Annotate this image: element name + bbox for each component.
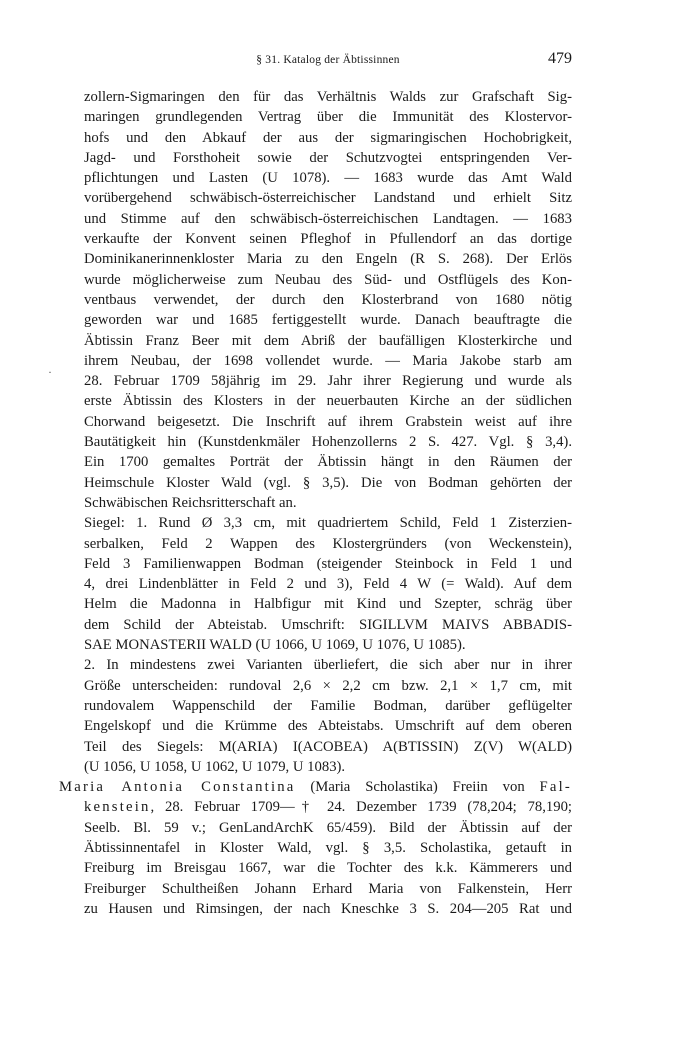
seal-text-line: Engelskopf und die Krümme des Abteistabs. Umschrift auf dem oberen [84, 718, 572, 735]
text-line: geworden war und 1685 fertiggestellt wurde. Danach beauftragte die [84, 312, 572, 329]
text-line: und Stimme auf den schwäbisch-österreichischen Landtagen. — 1683 [84, 210, 572, 227]
page-header [84, 50, 572, 72]
text-line: Schwäbischen Reichsritterschaft an. [84, 494, 297, 511]
entry-text-line: Freiburg im Breisgau 1667, war die Tochter des k.k. Kämmerers und [84, 860, 572, 877]
text-line: Chorwand beigesetzt. Die Inschrift auf ihrem Grabstein weist auf ihre [84, 413, 572, 430]
running-head: § 31. Katalog der Äbtissinnen [256, 54, 400, 66]
seal-text-line: dem Schild der Abteistab. Umschrift: SIGILLVM MAIVS ABBADIS- [84, 616, 572, 633]
text-line: maringen grundlegenden Vertrag über die Immunität des Klostervor- [84, 109, 572, 126]
text-line: verkaufte der Konvent seinen Pfleghof in Pfullendorf an das dortige [84, 231, 572, 248]
body-text [59, 87, 573, 919]
text-line: erste Äbtissin des Klosters in der neuerbauten Kirche an der südlichen [84, 393, 572, 410]
abbess-surname-continued: kenstein [84, 799, 151, 816]
text-line: zollern-Sigmaringen den für das Verhältnis Walds zur Grafschaft Sig- [84, 89, 572, 105]
text-line: ihrem Neubau, der 1698 vollendet wurde. — Maria Jakobe starb am [84, 352, 572, 369]
entry-text-line: Freiburger Schultheißen Johann Erhard Maria von Falkenstein, Herr [84, 880, 572, 897]
abbess-name-addition: (Maria Scholastika) Freiin von [295, 779, 540, 796]
text-line: ventbaus verwendet, der durch den Klosterbrand von 1680 nötig [84, 291, 572, 308]
text-line: 28. Februar 1709 58jährig im 29. Jahr ihrer Regierung und wurde als [84, 373, 572, 390]
seal-text-line: 2. In mindestens zwei Varianten überliefert, die sich aber nur in ihrer [84, 657, 572, 674]
margin-mark: · [48, 365, 52, 379]
entry-text-line [84, 797, 572, 817]
seal-text-line: Siegel: 1. Rund Ø 3,3 cm, mit quadriertem Schild, Feld 1 Zisterzien- [84, 515, 572, 532]
text-line: pflichtungen und Lasten (U 1078). — 1683 wurde das Amt Wald [84, 170, 572, 187]
seal-text-line: (U 1056, U 1058, U 1062, U 1079, U 1083). [84, 758, 346, 775]
entry-dates: , 28. Februar 1709—† 24. Dezember 1739 (78,204; 78,190; [150, 799, 572, 816]
text-line: vorübergehend schwäbisch-österreichischer Landstand und erhielt Sitz [84, 190, 572, 207]
seal-text-line: rundovalem Wappenschild der Familie Bodman, darüber geflügelter [84, 697, 572, 714]
entry-text-line: zu Hausen und Rimsingen, der nach Kneschke 3 S. 204—205 Rat und [84, 900, 572, 917]
text-line: Jagd- und Forsthoheit sowie der Schutzvogtei entspringenden Ver- [84, 149, 572, 166]
seal-text-line: Helm die Madonna in Halbfigur mit Kind und Szepter, schräg über [84, 596, 572, 613]
text-line: Ein 1700 gemaltes Porträt der Äbtissin hängt in den Räumen der [84, 454, 572, 471]
abbess-name: Maria Antonia Constantina [59, 779, 296, 796]
text-line: hofs und den Abkauf der aus der sigmaringischen Hochobrigkeit, [84, 129, 572, 146]
entry-text-line: Äbtissinnentafel in Kloster Wald, vgl. § 3,5. Scholastika, getauft in [84, 839, 572, 856]
seal-text-line: Teil des Siegels: M(ARIA) I(ACOBEA) A(BTISSIN) Z(V) W(ALD) [84, 738, 572, 755]
entry-heading-line [59, 777, 572, 797]
seal-text-line: serbalken, Feld 2 Wappen des Klostergründers (von Weckenstein), [84, 535, 572, 552]
seal-text-line: Größe unterscheiden: rundoval 2,6 × 2,2 cm bzw. 2,1 × 1,7 cm, mit [84, 677, 572, 694]
seal-text-line: SAE MONASTERII WALD (U 1066, U 1069, U 1076, U 1085). [84, 637, 466, 654]
entry-text-line: Seelb. Bl. 59 v.; GenLandArchK 65/459). Bild der Äbtissin auf der [84, 819, 572, 836]
abbess-surname: Fal- [539, 779, 573, 796]
text-line: Dominikanerinnenkloster Maria zu den Engeln (R S. 268). Der Erlös [84, 251, 572, 268]
text-line: Heimschule Kloster Wald (vgl. § 3,5). Die von Bodman gehörten der [84, 474, 572, 491]
seal-text-line: Feld 3 Familienwappen Bodman (steigender Steinbock in Feld 1 und [84, 555, 572, 572]
text-line: wurde möglicherweise zum Neubau des Süd- und Ostflügels des Kon- [84, 271, 572, 288]
seal-text-line: 4, drei Lindenblätter in Feld 2 und 3), Feld 4 W (= Wald). Auf dem [84, 576, 572, 593]
text-line: Äbtissin Franz Beer mit dem Abriß der baufälligen Klosterkirche und [84, 332, 572, 349]
page-number: 479 [548, 50, 572, 67]
text-line: Bautätigkeit hin (Kunstdenkmäler Hohenzollerns 2 S. 427. Vgl. § 3,4). [84, 434, 572, 451]
